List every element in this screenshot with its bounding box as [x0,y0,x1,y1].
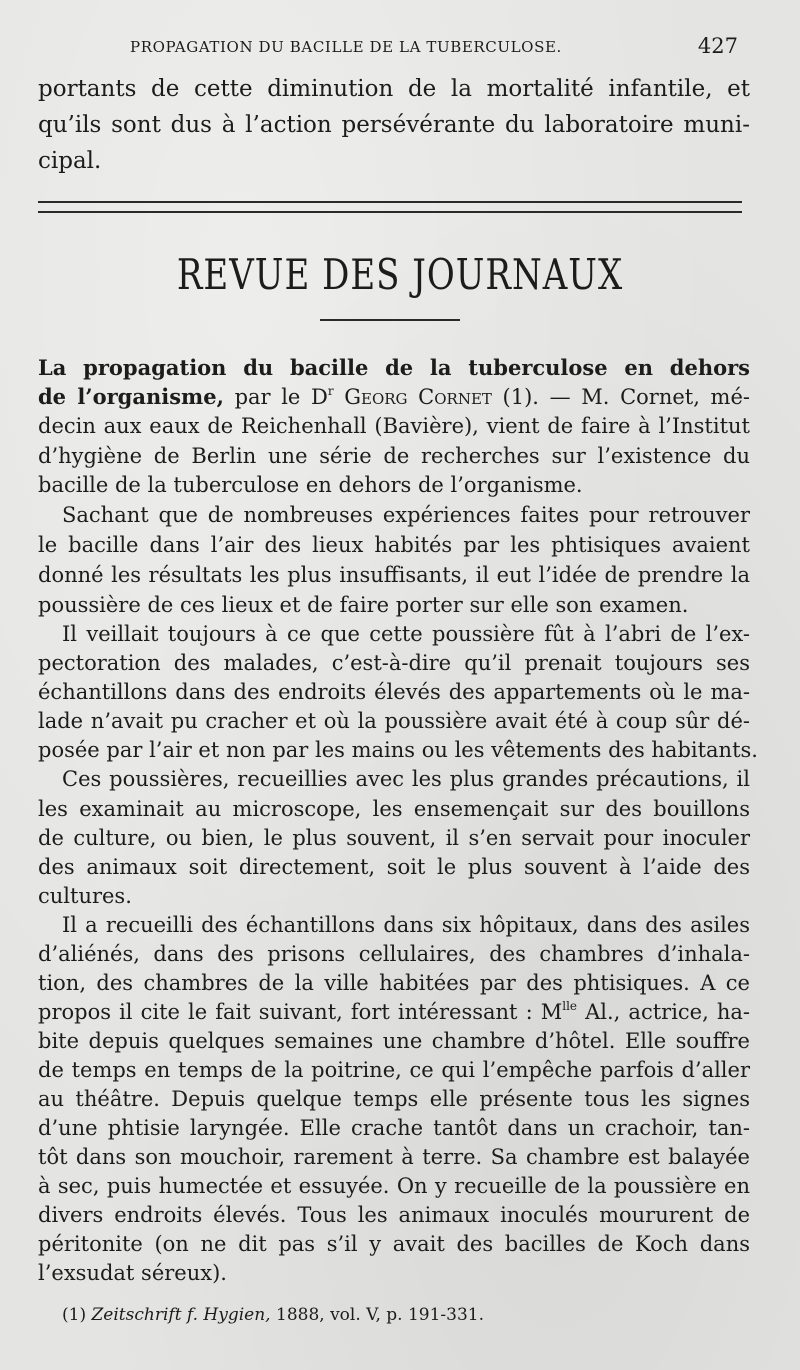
text-line: bite depuis quelques semaines une chambre d’hôtel. Elle souffre [38,1029,750,1053]
byline-prefix: par le D [223,385,328,409]
text-line: decin aux eaux de Reichenhall (Bavière), vient de faire à l’Institut [38,414,750,438]
text-line: cultures. [38,884,132,908]
text-line-mlle [38,997,750,1027]
footnote-ref: (1). [491,385,539,409]
text-part: Al., actrice, ha- [577,1000,750,1024]
text-line: le bacille dans l’air des lieux habités par les phtisiques avaient [38,533,750,557]
running-title: PROPAGATION DU BACILLE DE LA TUBERCULOSE. [130,38,562,56]
text-line: les examinait au microscope, les ensemençait sur des bouillons [38,797,750,821]
footnote-details: 1888, vol. V, p. 191-331. [270,1305,484,1325]
text-line: lade n’avait pu cracher et où la poussière avait été à coup sûr dé- [38,709,750,733]
text-part: propos il cite le fait suivant, fort intéressant : M [38,1000,563,1024]
double-rule-divider [38,201,742,213]
byline-rest: — M. Cornet, mé- [538,385,750,409]
text-line: l’exsudat séreux). [38,1261,227,1285]
section-title: REVUE DES JOURNAUX [176,250,624,300]
text-line: d’hygiène de Berlin une série de recherches sur l’existence du [38,444,750,468]
byline-sup: r [327,384,334,398]
article-title-end: de l’organisme, [38,384,224,409]
footnote [62,1305,484,1325]
text-line: d’une phtisie laryngée. Elle crache tantôt dans un crachoir, tan- [38,1116,750,1140]
text-line: des animaux soit directement, soit le plus souvent à l’aide des [38,855,750,879]
text-line: tôt dans son mouchoir, rarement à terre. Sa chambre est balayée [38,1145,750,1169]
text-line: tion, des chambres de la ville habitées par des phtisiques. A ce [38,971,750,995]
text-line: divers endroits élevés. Tous les animaux inoculés moururent de [38,1203,750,1227]
text-line: Il veillait toujours à ce que cette poussière fût à l’abri de l’ex- [62,622,750,646]
continued-line: portants de cette diminution de la mortalité infantile, et [38,76,750,102]
text-line: au théâtre. Depuis quelque temps elle présente tous les signes [38,1087,750,1111]
text-line: d’aliénés, dans des prisons cellulaires, des chambres d’inhala- [38,942,750,966]
text-line: donné les résultats les plus insuffisants, il eut l’idée de prendre la [38,563,750,587]
footnote-journal: Zeitschrift f. Hygien, [91,1305,271,1325]
text-line: Sachant que de nombreuses expériences faites pour retrouver [62,503,750,527]
text-line: échantillons dans des endroits élevés des appartements où le ma- [38,680,750,704]
text-line: Il a recueilli des échantillons dans six hôpitaux, dans des asiles [62,913,750,937]
short-rule-divider [320,319,460,321]
article-byline [38,382,750,412]
text-line: poussière de ces lieux et de faire porter sur elle son examen. [38,593,689,617]
text-line: Ces poussières, recueillies avec les plus grandes précautions, il [62,767,750,791]
author-name: Georg Cornet [344,385,492,409]
continued-line: cipal. [38,148,102,174]
running-head [130,34,750,60]
text-line: à sec, puis humectée et essuyée. On y recueille de la poussière en [38,1174,750,1198]
text-line: de temps en temps de la poitrine, ce qui l’empêche parfois d’aller [38,1058,750,1082]
continued-line: qu’ils sont dus à l’action persévérante du laboratoire muni- [38,112,750,138]
footnote-number: (1) [62,1305,87,1325]
text-line: de culture, ou bien, le plus souvent, il s’en servait pour inoculer [38,826,750,850]
text-line: pectoration des malades, c’est-à-dire qu’il prenait toujours ses [38,651,750,675]
text-line: péritonite (on ne dit pas s’il y avait des bacilles de Koch dans [38,1232,750,1256]
article-title: La propagation du bacille de la tuberculose en dehors [38,355,750,380]
page-number: 427 [697,34,738,58]
text-line: posée par l’air et non par les mains ou les vêtements des habitants. [38,738,758,762]
text-sup: lle [562,999,578,1013]
text-line: bacille de la tuberculose en dehors de l’organisme. [38,473,583,497]
